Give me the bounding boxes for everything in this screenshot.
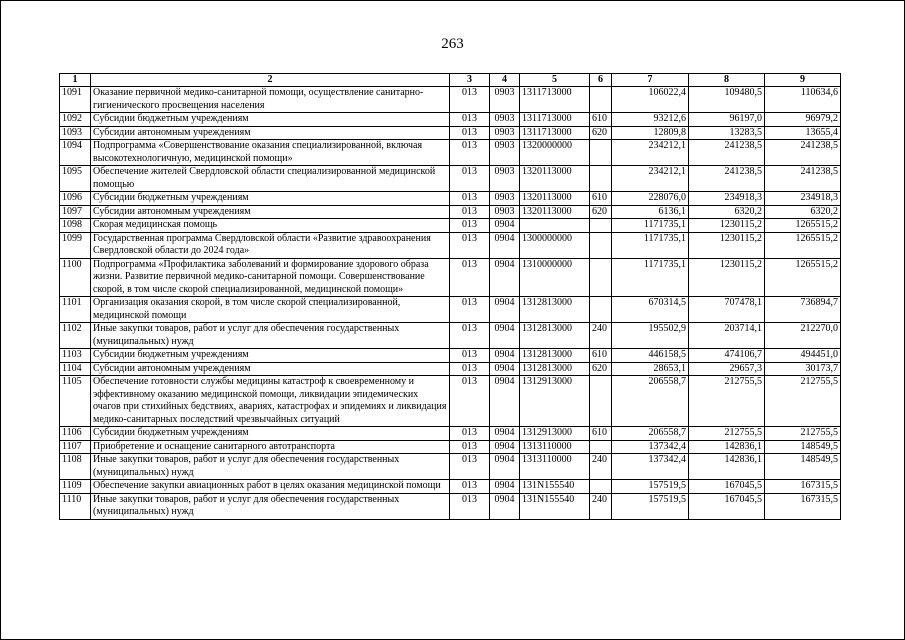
- expense-type: [590, 376, 612, 427]
- amount-2024: 234918,3: [765, 192, 841, 206]
- section-code: 0904: [490, 454, 520, 480]
- amount-2024: 30173,7: [765, 362, 841, 376]
- target-code: 1311713000: [520, 87, 590, 113]
- amount-2022: 206558,7: [612, 427, 689, 441]
- item-name: Иные закупки товаров, работ и услуг для обеспечения государственных (муниципальных) нужд: [91, 323, 450, 349]
- amount-2024: 148549,5: [765, 440, 841, 454]
- section-code: 0904: [490, 349, 520, 363]
- section-code: 0904: [490, 480, 520, 494]
- expense-type: [590, 232, 612, 258]
- ministry-code: 013: [450, 258, 490, 297]
- table-row: [60, 113, 841, 127]
- ministry-code: 013: [450, 140, 490, 166]
- target-code: 1313110000: [520, 454, 590, 480]
- row-number: 1097: [60, 205, 91, 219]
- row-number: 1100: [60, 258, 91, 297]
- amount-2022: 28653,1: [612, 362, 689, 376]
- table-row: [60, 297, 841, 323]
- amount-2023: 167045,5: [689, 480, 765, 494]
- table-row: [60, 219, 841, 233]
- item-name: Подпрограмма «Профилактика заболеваний и формирование здорового образа жизни. Развитие первичной медико-санитарной помощи. Совершенствование скорой, в том числе скорой специализированной, медицинской помощи»: [91, 258, 450, 297]
- amount-2022: 157519,5: [612, 480, 689, 494]
- amount-2023: 203714,1: [689, 323, 765, 349]
- item-name: Обеспечение закупки авиационных работ в целях оказания медицинской помощи: [91, 480, 450, 494]
- section-code: 0903: [490, 87, 520, 113]
- target-code: 1320000000: [520, 140, 590, 166]
- item-name: Приобретение и оснащение санитарного автотранспорта: [91, 440, 450, 454]
- amount-2022: 137342,4: [612, 440, 689, 454]
- table-row: [60, 258, 841, 297]
- col-header: 8: [689, 74, 765, 87]
- amount-2022: 446158,5: [612, 349, 689, 363]
- amount-2023: 241238,5: [689, 140, 765, 166]
- amount-2024: 167315,5: [765, 493, 841, 519]
- row-number: 1103: [60, 349, 91, 363]
- table-row: [60, 192, 841, 206]
- col-header: 4: [490, 74, 520, 87]
- amount-2023: 142836,1: [689, 440, 765, 454]
- table-row: [60, 205, 841, 219]
- row-number: 1098: [60, 219, 91, 233]
- amount-2022: 1171735,1: [612, 232, 689, 258]
- target-code: 1311713000: [520, 113, 590, 127]
- ministry-code: 013: [450, 362, 490, 376]
- table-row: [60, 140, 841, 166]
- item-name: Субсидии бюджетным учреждениям: [91, 349, 450, 363]
- col-header: 6: [590, 74, 612, 87]
- section-code: 0904: [490, 297, 520, 323]
- amount-2022: 137342,4: [612, 454, 689, 480]
- table-row: [60, 440, 841, 454]
- expense-type: [590, 480, 612, 494]
- expense-type: 610: [590, 349, 612, 363]
- amount-2023: 29657,3: [689, 362, 765, 376]
- amount-2023: 167045,5: [689, 493, 765, 519]
- ministry-code: 013: [450, 349, 490, 363]
- item-name: Субсидии автономным учреждениям: [91, 205, 450, 219]
- table-row: [60, 323, 841, 349]
- amount-2024: 736894,7: [765, 297, 841, 323]
- row-number: 1102: [60, 323, 91, 349]
- expense-type: 240: [590, 323, 612, 349]
- table-row: [60, 166, 841, 192]
- amount-2022: 1171735,1: [612, 219, 689, 233]
- amount-2023: 212755,5: [689, 427, 765, 441]
- expense-type: 240: [590, 454, 612, 480]
- target-code: 1312913000: [520, 427, 590, 441]
- section-code: 0903: [490, 205, 520, 219]
- row-number: 1110: [60, 493, 91, 519]
- item-name: Субсидии бюджетным учреждениям: [91, 427, 450, 441]
- item-name: Субсидии автономным учреждениям: [91, 126, 450, 140]
- ministry-code: 013: [450, 454, 490, 480]
- target-code: 1312813000: [520, 349, 590, 363]
- row-number: 1107: [60, 440, 91, 454]
- target-code: 131N155540: [520, 493, 590, 519]
- amount-2024: 6320,2: [765, 205, 841, 219]
- table-row: [60, 232, 841, 258]
- target-code: 1313110000: [520, 440, 590, 454]
- ministry-code: 013: [450, 166, 490, 192]
- target-code: 1312913000: [520, 376, 590, 427]
- amount-2023: 1230115,2: [689, 219, 765, 233]
- item-name: Субсидии автономным учреждениям: [91, 362, 450, 376]
- section-code: 0903: [490, 113, 520, 127]
- expense-type: [590, 258, 612, 297]
- amount-2024: 212755,5: [765, 427, 841, 441]
- amount-2024: 96979,2: [765, 113, 841, 127]
- amount-2024: 212755,5: [765, 376, 841, 427]
- amount-2022: 234212,1: [612, 140, 689, 166]
- target-code: 131N155540: [520, 480, 590, 494]
- target-code: 1311713000: [520, 126, 590, 140]
- target-code: 1312813000: [520, 323, 590, 349]
- amount-2023: 142836,1: [689, 454, 765, 480]
- expense-type: 240: [590, 493, 612, 519]
- amount-2023: 6320,2: [689, 205, 765, 219]
- target-code: 1312813000: [520, 362, 590, 376]
- amount-2024: 1265515,2: [765, 258, 841, 297]
- table-row: [60, 427, 841, 441]
- amount-2024: 1265515,2: [765, 232, 841, 258]
- item-name: Подпрограмма «Совершенствование оказания специализированной, включая высокотехнологичную, медицинской помощи»: [91, 140, 450, 166]
- table-row: [60, 349, 841, 363]
- amount-2023: 13283,5: [689, 126, 765, 140]
- expense-type: 620: [590, 205, 612, 219]
- amount-2023: 96197,0: [689, 113, 765, 127]
- ministry-code: 013: [450, 427, 490, 441]
- ministry-code: 013: [450, 480, 490, 494]
- amount-2022: 234212,1: [612, 166, 689, 192]
- amount-2024: 148549,5: [765, 454, 841, 480]
- expense-type: 620: [590, 362, 612, 376]
- target-code: 1320113000: [520, 192, 590, 206]
- amount-2023: 707478,1: [689, 297, 765, 323]
- ministry-code: 013: [450, 126, 490, 140]
- table-row: [60, 480, 841, 494]
- ministry-code: 013: [450, 493, 490, 519]
- ministry-code: 013: [450, 113, 490, 127]
- amount-2023: 241238,5: [689, 166, 765, 192]
- amount-2024: 212270,0: [765, 323, 841, 349]
- section-code: 0904: [490, 232, 520, 258]
- amount-2022: 670314,5: [612, 297, 689, 323]
- amount-2022: 195502,9: [612, 323, 689, 349]
- expense-type: 610: [590, 113, 612, 127]
- section-code: 0904: [490, 323, 520, 349]
- amount-2022: 6136,1: [612, 205, 689, 219]
- expense-type: [590, 440, 612, 454]
- section-code: 0904: [490, 493, 520, 519]
- expense-type: [590, 87, 612, 113]
- table-row: [60, 362, 841, 376]
- expense-type: 610: [590, 192, 612, 206]
- col-header: 2: [91, 74, 450, 87]
- amount-2022: 157519,5: [612, 493, 689, 519]
- item-name: Обеспечение жителей Свердловской области специализированной медицинской помощью: [91, 166, 450, 192]
- expense-type: [590, 140, 612, 166]
- item-name: Обеспечение готовности службы медицины катастроф к своевременному и эффективному оказанию медицинской помощи, ликвидации эпидемических очагов при стихийных бедствиях, авариях, катастрофах и эпидемиях и ликвидация медико-санитарных последствий чрезвычайных ситуаций: [91, 376, 450, 427]
- item-name: Субсидии бюджетным учреждениям: [91, 192, 450, 206]
- ministry-code: 013: [450, 323, 490, 349]
- amount-2023: 234918,3: [689, 192, 765, 206]
- ministry-code: 013: [450, 219, 490, 233]
- amount-2022: 206558,7: [612, 376, 689, 427]
- amount-2023: 212755,5: [689, 376, 765, 427]
- budget-table: [59, 73, 841, 520]
- section-code: 0903: [490, 126, 520, 140]
- table-row: [60, 493, 841, 519]
- amount-2023: 1230115,2: [689, 258, 765, 297]
- col-header: 1: [60, 74, 91, 87]
- expense-type: [590, 297, 612, 323]
- ministry-code: 013: [450, 376, 490, 427]
- col-header: 7: [612, 74, 689, 87]
- expense-type: [590, 219, 612, 233]
- amount-2024: 1265515,2: [765, 219, 841, 233]
- section-code: 0904: [490, 427, 520, 441]
- item-name: Оказание первичной медико-санитарной помощи, осуществление санитарно-гигиенического просвещения населения: [91, 87, 450, 113]
- header-row: [60, 74, 841, 87]
- row-number: 1093: [60, 126, 91, 140]
- amount-2024: 110634,6: [765, 87, 841, 113]
- row-number: 1106: [60, 427, 91, 441]
- section-code: 0903: [490, 140, 520, 166]
- section-code: 0903: [490, 166, 520, 192]
- row-number: 1108: [60, 454, 91, 480]
- amount-2024: 494451,0: [765, 349, 841, 363]
- target-code: 1312813000: [520, 297, 590, 323]
- item-name: Иные закупки товаров, работ и услуг для обеспечения государственных (муниципальных) нужд: [91, 493, 450, 519]
- item-name: Иные закупки товаров, работ и услуг для обеспечения государственных (муниципальных) нужд: [91, 454, 450, 480]
- section-code: 0904: [490, 362, 520, 376]
- table-row: [60, 87, 841, 113]
- row-number: 1091: [60, 87, 91, 113]
- row-number: 1099: [60, 232, 91, 258]
- section-code: 0903: [490, 192, 520, 206]
- row-number: 1094: [60, 140, 91, 166]
- amount-2024: 167315,5: [765, 480, 841, 494]
- col-header: 9: [765, 74, 841, 87]
- ministry-code: 013: [450, 192, 490, 206]
- row-number: 1109: [60, 480, 91, 494]
- item-name: Организация оказания скорой, в том числе скорой специализированной, медицинской помощи: [91, 297, 450, 323]
- row-number: 1095: [60, 166, 91, 192]
- amount-2024: 241238,5: [765, 140, 841, 166]
- col-header: 5: [520, 74, 590, 87]
- amount-2023: 1230115,2: [689, 232, 765, 258]
- expense-type: 620: [590, 126, 612, 140]
- col-header: 3: [450, 74, 490, 87]
- expense-type: [590, 166, 612, 192]
- item-name: Субсидии бюджетным учреждениям: [91, 113, 450, 127]
- table-row: [60, 376, 841, 427]
- row-number: 1092: [60, 113, 91, 127]
- row-number: 1104: [60, 362, 91, 376]
- amount-2024: 241238,5: [765, 166, 841, 192]
- amount-2022: 106022,4: [612, 87, 689, 113]
- row-number: 1101: [60, 297, 91, 323]
- section-code: 0904: [490, 219, 520, 233]
- target-code: 1320113000: [520, 166, 590, 192]
- page-number: 263: [441, 36, 464, 52]
- table-row: [60, 454, 841, 480]
- item-name: Скорая медицинская помощь: [91, 219, 450, 233]
- section-code: 0904: [490, 440, 520, 454]
- target-code: 1310000000: [520, 258, 590, 297]
- ministry-code: 013: [450, 232, 490, 258]
- amount-2023: 109480,5: [689, 87, 765, 113]
- section-code: 0904: [490, 258, 520, 297]
- amount-2023: 474106,7: [689, 349, 765, 363]
- amount-2022: 93212,6: [612, 113, 689, 127]
- amount-2022: 12809,8: [612, 126, 689, 140]
- amount-2022: 228076,0: [612, 192, 689, 206]
- row-number: 1096: [60, 192, 91, 206]
- row-number: 1105: [60, 376, 91, 427]
- ministry-code: 013: [450, 87, 490, 113]
- ministry-code: 013: [450, 205, 490, 219]
- ministry-code: 013: [450, 440, 490, 454]
- amount-2022: 1171735,1: [612, 258, 689, 297]
- target-code: 1320113000: [520, 205, 590, 219]
- target-code: 1300000000: [520, 232, 590, 258]
- amount-2024: 13655,4: [765, 126, 841, 140]
- table-row: [60, 126, 841, 140]
- target-code: [520, 219, 590, 233]
- section-code: 0904: [490, 376, 520, 427]
- expense-type: 610: [590, 427, 612, 441]
- ministry-code: 013: [450, 297, 490, 323]
- item-name: Государственная программа Свердловской области «Развитие здравоохранения Свердловской области до 2024 года»: [91, 232, 450, 258]
